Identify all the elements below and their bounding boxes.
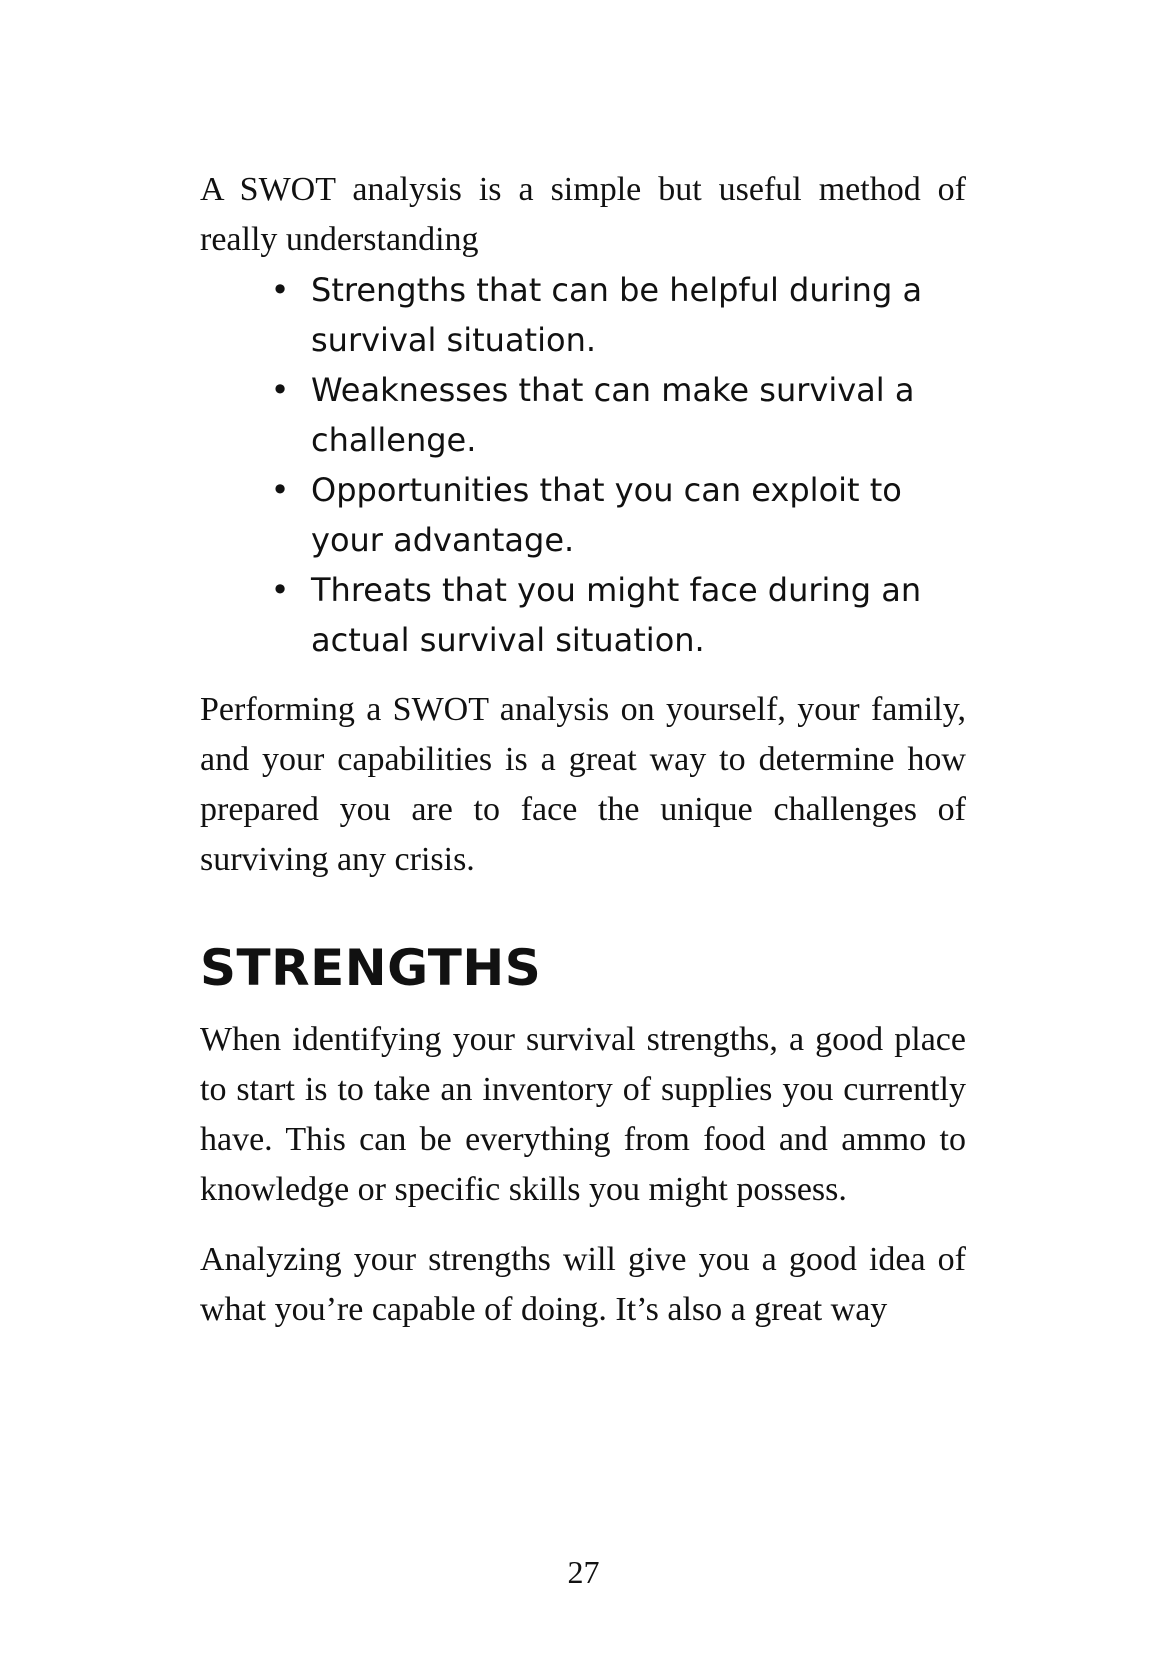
page-body [200,165,966,1335]
list-item [270,465,966,565]
section-heading: STRENGTHS [200,939,542,997]
list-item-text: Threats that you might face during an actual survival situation. [311,571,922,659]
list-item-text: Opportunities that you can exploit to your advantage. [311,471,902,559]
analyzing-paragraph: Analyzing your strengths will give you a good idea of what you’re capable of doing. It’s also a great way [200,1241,966,1328]
list-item [270,265,966,365]
page-number: 27 [567,1554,600,1590]
intro-paragraph: A SWOT analysis is a simple but useful method of really understanding [200,171,966,258]
strengths-paragraph: When identifying your survival strengths, a good place to start is to take an inventory of supplies you currently have. This can be everything from food and ammo to knowledge or specific skills you might possess. [200,1021,966,1208]
list-item-text: Weaknesses that can make survival a challenge. [311,371,915,459]
list-item [270,365,966,465]
bullet-icon: • [270,271,290,309]
swot-list [200,265,966,665]
bullet-icon: • [270,571,290,609]
bullet-icon: • [270,471,290,509]
list-item [270,565,966,665]
list-item-text: Strengths that can be helpful during a survival situation. [311,271,923,359]
bullet-icon: • [270,371,290,409]
swot-purpose-paragraph: Performing a SWOT analysis on yourself, your family, and your capabilities is a great way to determine how prepared you are to face the unique challenges of surviving any crisis. [200,691,966,878]
